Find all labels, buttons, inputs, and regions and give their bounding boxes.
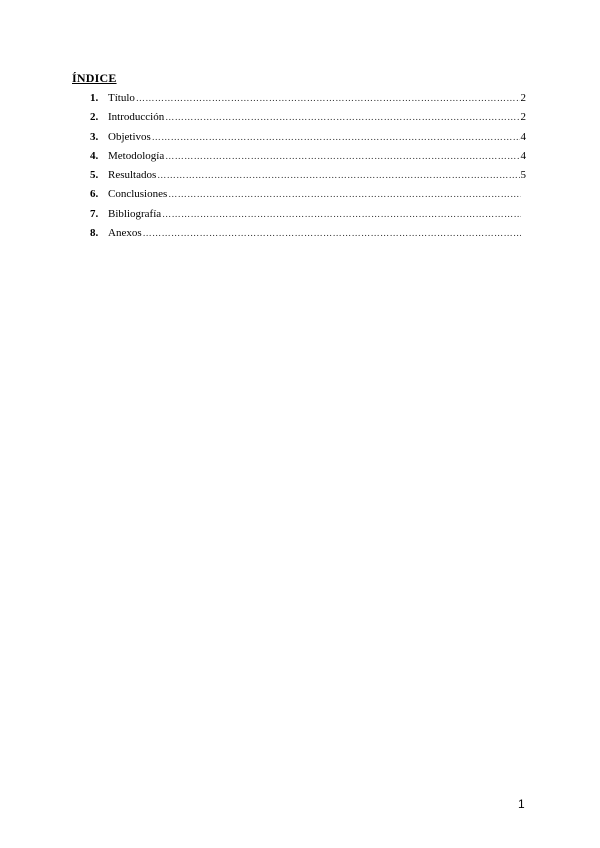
toc-entry-title: Introducción (108, 111, 165, 124)
toc-dot-leader (157, 168, 519, 183)
toc-entry-number: 3. (90, 130, 99, 143)
table-of-contents (90, 91, 526, 245)
toc-entry-page: 5 (520, 169, 526, 182)
toc-entry-number: 4. (90, 149, 99, 162)
toc-dot-leader (152, 130, 520, 145)
toc-dot-leader (143, 226, 521, 241)
toc-entry-title: Bibliografía (108, 207, 162, 220)
toc-dot-leader (165, 110, 519, 125)
toc-entry-page: 4 (520, 149, 526, 162)
toc-entry-number: 1. (90, 92, 99, 104)
toc-dot-leader (165, 149, 519, 164)
toc-entry-title: Objetivos (108, 130, 151, 143)
toc-entry-title: Metodología (108, 149, 165, 162)
toc-entry-page: 2 (520, 111, 526, 124)
toc-entry-number: 8. (90, 227, 99, 240)
toc-entry-number: 7. (90, 207, 99, 220)
toc-entry-page: 4 (520, 130, 526, 143)
toc-entry-title: Anexos (108, 227, 142, 240)
toc-entry[interactable] (90, 226, 526, 245)
toc-entry-number: 6. (90, 188, 99, 201)
page-number: 1 (518, 797, 525, 811)
toc-dot-leader (168, 187, 521, 202)
toc-entry-page: 2 (520, 92, 526, 104)
toc-entry-title: Conclusiones (108, 188, 168, 201)
toc-entry[interactable] (90, 187, 526, 206)
toc-entry-number: 2. (90, 111, 99, 124)
toc-entry-title: Resultados (108, 169, 157, 182)
toc-entry[interactable] (90, 207, 526, 226)
toc-entry[interactable] (90, 110, 526, 129)
toc-dot-leader (136, 91, 520, 106)
toc-entry[interactable] (90, 149, 526, 168)
toc-entry-title: Título (108, 92, 135, 104)
toc-heading: ÍNDICE (72, 71, 117, 85)
toc-entry-number: 5. (90, 169, 99, 182)
toc-dot-leader (162, 207, 521, 222)
toc-entry[interactable] (90, 168, 526, 187)
toc-entry[interactable] (90, 130, 526, 149)
toc-entry[interactable] (90, 91, 526, 110)
